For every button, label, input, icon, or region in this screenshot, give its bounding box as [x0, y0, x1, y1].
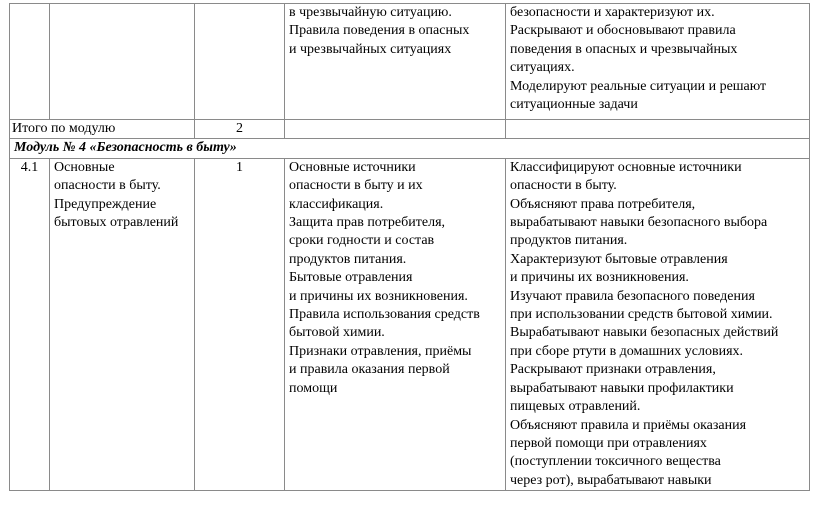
- module-title: Модуль № 4 «Безопасность в быту»: [10, 139, 810, 158]
- text-line: и причины их возникновения.: [510, 270, 689, 286]
- text-line: безопасности и характеризуют их.: [510, 5, 715, 20]
- text-line: Защита прав потребителя,: [289, 215, 446, 231]
- text-line: в чрезвычайную ситуацию.: [289, 5, 452, 20]
- content-lines: [289, 159, 501, 398]
- text-line: Предупреждение: [54, 196, 157, 212]
- text-line: опасности в быту и их: [289, 178, 423, 194]
- text-line: Объясняют права потребителя,: [510, 196, 696, 212]
- text-line: ситуациях.: [510, 60, 575, 76]
- module-total-row: [10, 120, 810, 139]
- module-header-row: [10, 139, 810, 158]
- text-line: Правила поведения в опасных: [289, 23, 470, 39]
- empty-cell: [285, 120, 506, 139]
- module-total-hours: 2: [195, 120, 285, 139]
- activities-lines: [510, 4, 805, 114]
- hours-cell: 1: [195, 158, 285, 490]
- text-line: вырабатывают навыки безопасного выбора: [510, 215, 768, 231]
- text-line: Раскрывают и обосновывают правила: [510, 23, 736, 39]
- text-line: через рот), вырабатывают навыки: [510, 472, 712, 488]
- text-line: продуктов питания.: [289, 251, 407, 267]
- text-line: и причины их возникновения.: [289, 288, 468, 304]
- text-line: Объясняют правила и приёмы оказания: [510, 417, 747, 433]
- text-line: при сборе ртути в домашних условиях.: [510, 343, 744, 359]
- text-line: Признаки отравления, приёмы: [289, 343, 472, 359]
- topic-lines: [54, 159, 190, 233]
- text-line: сроки годности и состав: [289, 233, 435, 249]
- text-line: Бытовые отравления: [289, 270, 413, 286]
- continuation-row: [10, 4, 810, 120]
- text-line: Изучают правила безопасного поведения: [510, 288, 755, 304]
- curriculum-table: [9, 3, 810, 491]
- content-lines: [289, 4, 501, 59]
- topic-cell: [50, 158, 195, 490]
- text-line: Правила использования средств: [289, 307, 480, 323]
- text-line: ситуационные задачи: [510, 97, 638, 113]
- text-line: бытовых отравлений: [54, 215, 179, 231]
- text-line: и чрезвычайных ситуациях: [289, 41, 452, 57]
- activities-cell: [506, 4, 810, 120]
- text-line: помощи: [289, 380, 338, 396]
- text-line: пищевых отравлений.: [510, 399, 641, 415]
- activities-cell: [506, 158, 810, 490]
- text-line: классификация.: [289, 196, 384, 212]
- text-line: при использовании средств бытовой химии.: [510, 307, 773, 323]
- text-line: Классифицируют основные источники: [510, 159, 742, 175]
- text-line: поведения в опасных и чрезвычайных: [510, 41, 738, 57]
- topic-row: [10, 158, 810, 490]
- text-line: продуктов питания.: [510, 233, 628, 249]
- text-line: вырабатывают навыки профилактики: [510, 380, 734, 396]
- row-number-cell: 4.1: [10, 158, 50, 490]
- text-line: первой помощи при отравлениях: [510, 435, 707, 451]
- row-number-cell: [10, 4, 50, 120]
- text-line: Раскрывают признаки отравления,: [510, 362, 716, 378]
- hours-cell: [195, 4, 285, 120]
- text-line: Основные: [54, 159, 115, 175]
- text-line: Моделируют реальные ситуации и решают: [510, 78, 767, 94]
- text-line: Вырабатывают навыки безопасных действий: [510, 325, 779, 341]
- text-line: Основные источники: [289, 159, 416, 175]
- topic-cell: [50, 4, 195, 120]
- activities-lines: [510, 159, 805, 490]
- text-line: опасности в быту.: [510, 178, 617, 194]
- text-line: (поступлении токсичного вещества: [510, 454, 721, 470]
- module-total-label: Итого по модулю: [10, 120, 195, 139]
- empty-cell: [506, 120, 810, 139]
- content-cell: [285, 4, 506, 120]
- text-line: бытовой химии.: [289, 325, 385, 341]
- text-line: Характеризуют бытовые отравления: [510, 251, 728, 267]
- text-line: и правила оказания первой: [289, 362, 450, 378]
- text-line: опасности в быту.: [54, 178, 161, 194]
- content-cell: [285, 158, 506, 490]
